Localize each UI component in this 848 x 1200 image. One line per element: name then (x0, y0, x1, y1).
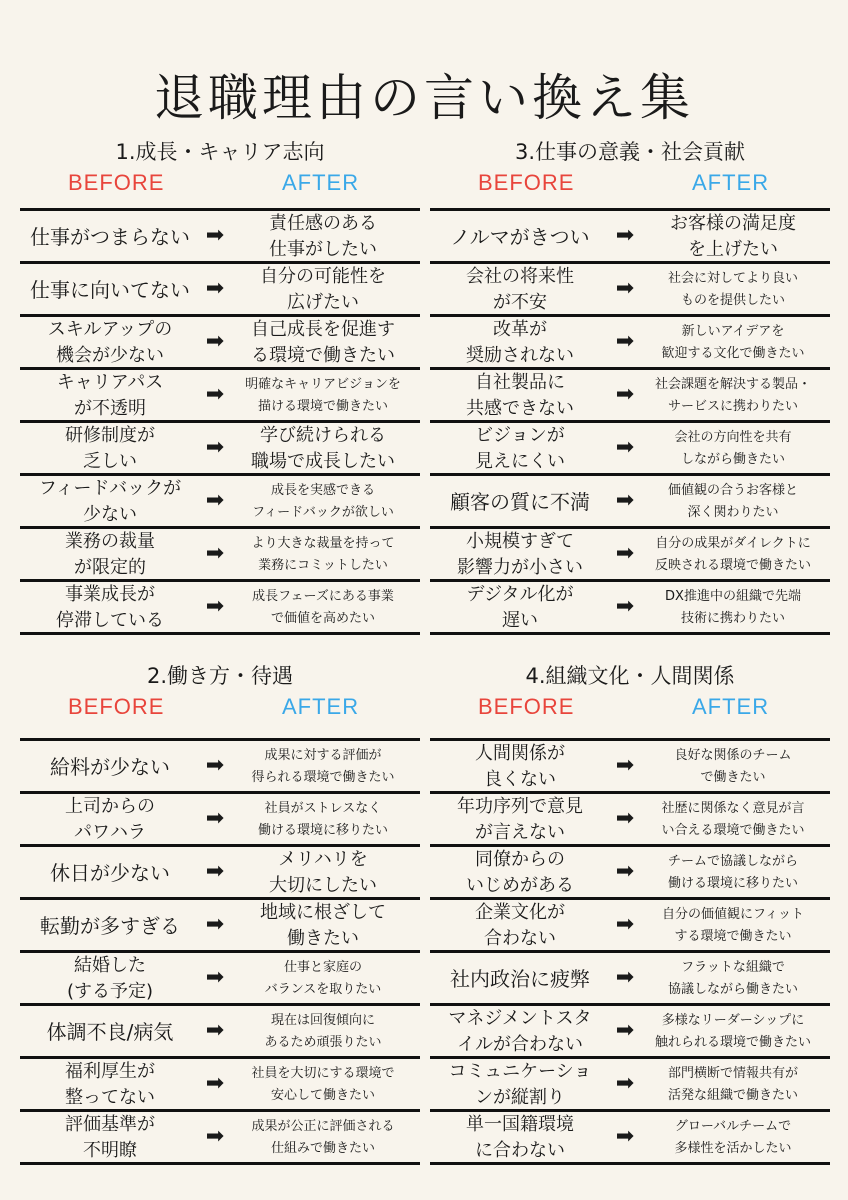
before-text: 年功序列で意見 が言えない (457, 795, 583, 843)
table-row (20, 528, 420, 581)
before-text: マネジメントスタ イルが合わない (448, 1007, 592, 1055)
right-arrow-icon: ➡ (615, 859, 635, 884)
right-arrow-icon: ➡ (205, 859, 225, 884)
table-row (20, 846, 420, 899)
right-arrow-icon: ➡ (205, 382, 225, 407)
table-row (20, 422, 420, 475)
table-row (430, 263, 830, 316)
before-text: 会社の将来性 が不安 (466, 265, 574, 313)
table-row (430, 1111, 830, 1164)
after-text: 責任感のある 仕事がしたい (269, 212, 377, 260)
after-text: 成果が公正に評価される 仕組みで働きたい (251, 1118, 395, 1156)
after-text: 社会課題を解決する製品・ サービスに携わりたい (654, 376, 811, 414)
after-text: 学び続けられる 職場で成長したい (251, 424, 395, 472)
row-divider (20, 632, 420, 635)
table-row (430, 740, 830, 793)
right-arrow-icon: ➡ (615, 594, 635, 619)
table-row (430, 1058, 830, 1111)
table-row (430, 899, 830, 952)
row-divider (430, 1162, 830, 1165)
right-arrow-icon: ➡ (615, 1124, 635, 1149)
after-text: チームで協議しながら 働ける環境に移りたい (667, 853, 798, 891)
table-row (20, 899, 420, 952)
after-text: 部門横断で情報共有が 活発な組織で働きたい (667, 1065, 798, 1103)
right-arrow-icon: ➡ (205, 223, 225, 248)
before-text: 自社製品に 共感できない (466, 371, 574, 419)
table-row (430, 952, 830, 1005)
before-header: BEFORE (68, 170, 165, 195)
right-arrow-icon: ➡ (205, 488, 225, 513)
right-arrow-icon: ➡ (205, 806, 225, 831)
after-text: 良好な関係のチーム で働きたい (674, 747, 792, 785)
before-text: 業務の裁量 が限定的 (65, 530, 155, 578)
table-row (20, 210, 420, 263)
before-text: 給料が少ない (50, 754, 170, 779)
right-arrow-icon: ➡ (205, 276, 225, 301)
right-arrow-icon: ➡ (205, 753, 225, 778)
after-text: 自分の価値観にフィット する環境で働きたい (662, 906, 804, 944)
table-row (20, 1005, 420, 1058)
right-arrow-icon: ➡ (615, 382, 635, 407)
table-row (430, 846, 830, 899)
before-header: BEFORE (478, 170, 575, 195)
right-arrow-icon: ➡ (205, 1071, 225, 1096)
table-row (20, 740, 420, 793)
table-row (430, 793, 830, 846)
before-text: デジタル化が 遅い (466, 583, 574, 631)
right-arrow-icon: ➡ (615, 806, 635, 831)
right-arrow-icon: ➡ (205, 1018, 225, 1043)
after-text: フラットな組織で 協議しながら働きたい (667, 959, 798, 997)
before-text: 転勤が多すぎる (40, 913, 180, 938)
after-text: 地域に根ざして 働きたい (260, 901, 386, 949)
section-title: 1.成長・キャリア志向 (115, 140, 325, 164)
table-row (430, 369, 830, 422)
before-text: フィードバックが 少ない (38, 477, 182, 525)
table-row (430, 475, 830, 528)
table-row (20, 793, 420, 846)
after-text: 新しいアイデアを 歓迎する文化で働きたい (661, 323, 805, 361)
section-2 (430, 136, 830, 640)
before-text: 企業文化が 合わない (475, 901, 565, 949)
table-row (20, 475, 420, 528)
after-text: 成長フェーズにある事業 で価値を高めたい (252, 588, 394, 626)
table-row (430, 1005, 830, 1058)
before-text: 上司からの パワハラ (65, 795, 155, 843)
before-text: 福利厚生が 整ってない (65, 1060, 155, 1108)
after-text: 社歴に関係なく意見が言 い合える環境で働きたい (661, 800, 805, 838)
after-text: 会社の方向性を共有 しながら働きたい (674, 429, 792, 467)
after-text: 明確なキャリアビジョンを 描ける環境で働きたい (245, 376, 401, 414)
before-text: 単一国籍環境 に合わない (466, 1113, 574, 1161)
table-row (20, 1111, 420, 1164)
before-text: スキルアップの 機会が少ない (47, 318, 173, 366)
table-row (430, 581, 830, 634)
after-text: 自分の可能性を 広げたい (260, 265, 386, 313)
before-text: 体調不良/病気 (46, 1019, 174, 1044)
row-divider (20, 1162, 420, 1165)
after-text: 成長を実感できる フィードバックが欲しい (252, 482, 394, 520)
right-arrow-icon: ➡ (615, 1018, 635, 1043)
right-arrow-icon: ➡ (615, 329, 635, 354)
right-arrow-icon: ➡ (205, 594, 225, 619)
after-text: メリハリを 大切にしたい (269, 848, 377, 896)
before-header: BEFORE (478, 694, 575, 719)
before-text: 顧客の質に不満 (450, 489, 590, 514)
after-header: AFTER (282, 170, 360, 195)
table-row (430, 210, 830, 263)
after-text: 価値観の合うお客様と 深く関わりたい (667, 482, 798, 520)
after-text: 仕事と家庭の バランスを取りたい (264, 959, 382, 997)
right-arrow-icon: ➡ (205, 965, 225, 990)
right-arrow-icon: ➡ (205, 541, 225, 566)
table-row (430, 528, 830, 581)
table-row (430, 422, 830, 475)
after-text: 現在は回復傾向に あるため頑張りたい (264, 1012, 382, 1050)
before-text: 結婚した (する予定) (66, 954, 154, 1002)
before-text: 改革が 奨励されない (466, 318, 574, 366)
before-text: 社内政治に疲弊 (450, 966, 590, 991)
after-text: DX推進中の組織で先端 技術に携わりたい (665, 588, 801, 626)
right-arrow-icon: ➡ (615, 435, 635, 460)
before-text: 評価基準が 不明瞭 (65, 1113, 155, 1161)
before-text: 休日が少ない (50, 860, 170, 885)
table-row (20, 369, 420, 422)
right-arrow-icon: ➡ (615, 965, 635, 990)
right-arrow-icon: ➡ (615, 223, 635, 248)
right-arrow-icon: ➡ (615, 753, 635, 778)
right-arrow-icon: ➡ (205, 435, 225, 460)
before-text: ビジョンが 見えにくい (475, 424, 565, 472)
table-row (20, 263, 420, 316)
before-text: コミュニケーショ ンが縦割り (448, 1060, 592, 1108)
page-title: 退職理由の言い換え集 (154, 69, 694, 127)
table-row (430, 316, 830, 369)
after-header: AFTER (282, 694, 360, 719)
before-text: 研修制度が 乏しい (65, 424, 155, 472)
after-text: 社員がストレスなく 働ける環境に移りたい (257, 800, 388, 838)
after-text: お客様の満足度 を上げたい (670, 212, 796, 260)
after-header: AFTER (692, 694, 770, 719)
before-text: キャリアパス が不透明 (56, 371, 164, 419)
right-arrow-icon: ➡ (615, 912, 635, 937)
after-text: 成果に対する評価が 得られる環境で働きたい (251, 747, 395, 785)
after-text: 自己成長を促進す る環境で働きたい (251, 318, 395, 366)
right-arrow-icon: ➡ (205, 329, 225, 354)
table-row (20, 1058, 420, 1111)
section-title: 2.働き方・待遇 (146, 664, 294, 688)
table-row (20, 316, 420, 369)
after-text: 社会に対してより良い ものを提供したい (667, 270, 798, 308)
right-arrow-icon: ➡ (205, 1124, 225, 1149)
before-text: 仕事に向いてない (30, 277, 190, 302)
right-arrow-icon: ➡ (615, 541, 635, 566)
before-header: BEFORE (68, 694, 165, 719)
before-text: 仕事がつまらない (30, 224, 190, 249)
after-text: 多様なリーダーシップに 触れられる環境で働きたい (654, 1012, 811, 1050)
section-1 (20, 136, 420, 640)
table-row (20, 581, 420, 634)
after-header: AFTER (692, 170, 770, 195)
table-row (20, 952, 420, 1005)
before-text: 同僚からの いじめがある (466, 848, 574, 896)
before-text: 事業成長が 停滞している (56, 583, 164, 631)
section-4 (430, 660, 830, 1170)
right-arrow-icon: ➡ (205, 912, 225, 937)
after-text: 社員を大切にする環境で 安心して働きたい (251, 1065, 395, 1103)
right-arrow-icon: ➡ (615, 1071, 635, 1096)
row-divider (430, 632, 830, 635)
before-text: 小規模すぎて 影響力が小さい (457, 530, 583, 578)
before-text: 人間関係が 良くない (475, 742, 565, 790)
after-text: より大きな裁量を持って 業務にコミットしたい (251, 535, 395, 573)
after-text: 自分の成果がダイレクトに 反映される環境で働きたい (654, 535, 811, 573)
section-title: 3.仕事の意義・社会貢献 (514, 140, 746, 164)
right-arrow-icon: ➡ (615, 276, 635, 301)
before-text: ノルマがきつい (450, 224, 590, 249)
section-title: 4.組織文化・人間関係 (525, 664, 735, 688)
after-text: グローバルチームで 多様性を活かしたい (674, 1118, 792, 1156)
section-3 (20, 660, 420, 1170)
right-arrow-icon: ➡ (615, 488, 635, 513)
